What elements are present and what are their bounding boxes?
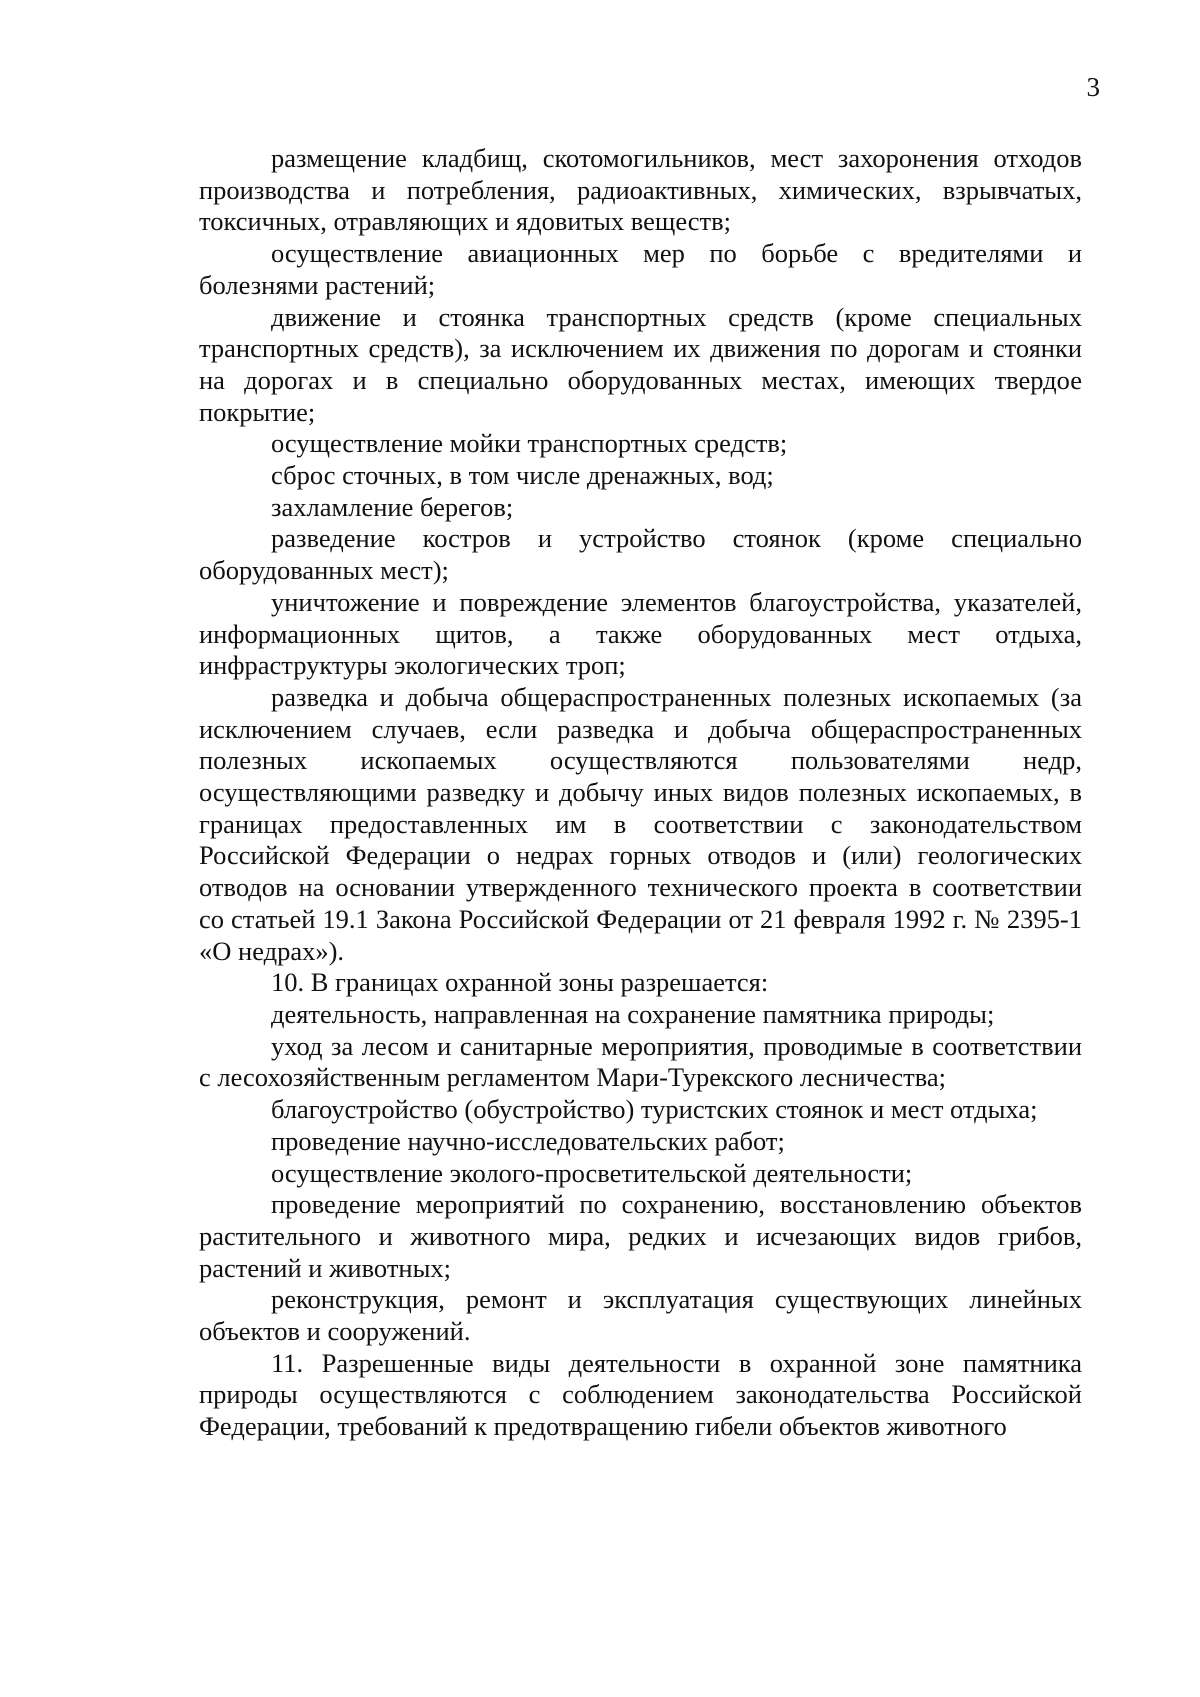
paragraph-eco-education: осуществление эколого-просветительской деятельности;	[271, 1157, 913, 1188]
paragraph-section-11: 11. Разрешенные виды деятельности в охранной зоне памятника природы осуществляются с соблюдением законодательства Российской Федерации, требований к предотвращению гибели объектов животного	[199, 1347, 1082, 1442]
paragraph-nature-preservation: деятельность, направленная на сохранение памятника природы;	[271, 998, 995, 1029]
paragraph-damage-improvements: уничтожение и повреждение элементов благоустройства, указателей, информационных щитов, а также оборудованных мест отдыха, инфраструктуры экологических троп;	[199, 586, 1082, 681]
paragraph-tourist-sites: благоустройство (обустройство) туристских стоянок и мест отдыха;	[271, 1094, 1038, 1125]
paragraph-linear-objects: реконструкция, ремонт и эксплуатация существующих линейных объектов и сооружений.	[199, 1284, 1082, 1347]
paragraph-aviation-measures: осуществление авиационных мер по борьбе с вредителями и болезнями растений;	[199, 238, 1082, 300]
paragraph-forest-care: уход за лесом и санитарные мероприятия, проводимые в соответствии с лесохозяйственным регламентом Мари-Турекского лесничества;	[199, 1030, 1082, 1093]
paragraph-mineral-extraction: разведка и добыча общераспространенных полезных ископаемых (за исключением случаев, если разведка и добыча общераспространенных полезных ископаемых осуществляются пользователями недр, осуществляющими разведку и добычу иных видов полезных ископаемых, в границах предоставленных им в соответствии с законодательством Российской Федерации о недрах горных отводов и (или) геологических отводов на основании утвержденного технического проекта в соответствии со статьей 19.1 Закона Российской Федерации от 21 февраля 1992 г. № 2395-1 «О недрах»).	[199, 681, 1082, 966]
paragraph-burial-sites: размещение кладбищ, скотомогильников, мест захоронения отходов производства и потребления, радиоактивных, химических, взрывчатых, токсичных, отравляющих и ядовитых веществ;	[199, 143, 1082, 237]
paragraph-campfires: разведение костров и устройство стоянок (кроме специально оборудованных мест);	[199, 523, 1082, 586]
paragraph-species-restoration: проведение мероприятий по сохранению, восстановлению объектов растительного и животного мира, редких и исчезающих видов грибов, растений и животных;	[199, 1189, 1082, 1283]
paragraph-section-10-heading: 10. В границах охранной зоны разрешается:	[271, 967, 769, 998]
paragraph-vehicle-traffic: движение и стоянка транспортных средств (кроме специальных транспортных средств), за исключением их движения по дорогам и стоянки на дорогах и в специально оборудованных местах, имеющих твердое покрытие;	[199, 301, 1082, 427]
paragraph-wastewater-discharge: сброс сточных, в том числе дренажных, вод;	[271, 460, 774, 491]
page-number: 3	[1086, 72, 1100, 102]
paragraph-vehicle-washing: осуществление мойки транспортных средств;	[271, 428, 788, 459]
paragraph-bank-littering: захламление берегов;	[271, 491, 514, 522]
paragraph-research-works: проведение научно-исследовательских работ;	[271, 1125, 785, 1156]
document-body	[199, 143, 1082, 1443]
